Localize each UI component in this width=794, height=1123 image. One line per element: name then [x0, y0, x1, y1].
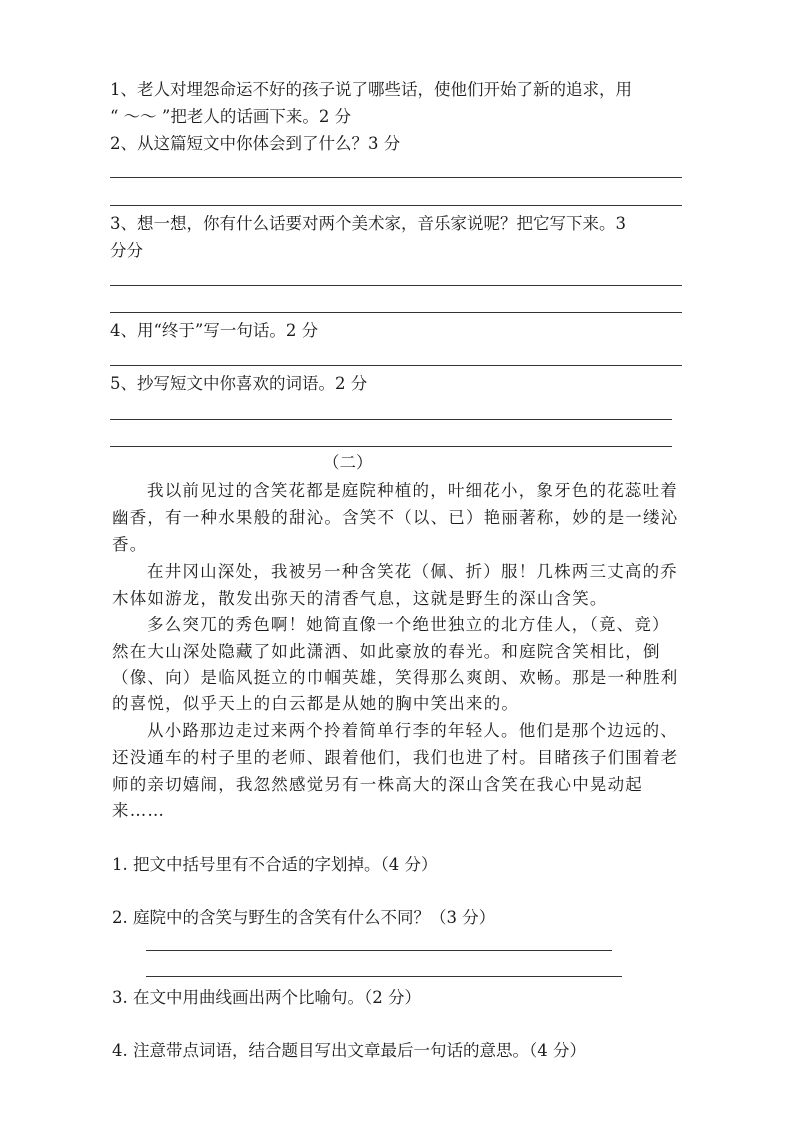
passage-line: 来……	[112, 801, 166, 820]
question-3-line-2: 分分	[110, 241, 143, 260]
passage-line: 还没通车的村子里的老师、跟着他们，我们也进了村。目睹孩子们围着老	[112, 748, 679, 767]
question-1-line-2: “ ～～ ”把老人的话画下来。2 分	[110, 107, 352, 126]
passage-line: 木体如游龙，散发出弥天的清香气息，这就是野生的深山含笑。	[112, 589, 608, 608]
passage-line: 香。	[112, 535, 148, 554]
answer-line[interactable]	[110, 419, 672, 420]
part2-question-4: 4. 注意带点词语，结合题目写出文章最后一句话的意思。（4 分）	[112, 1041, 586, 1060]
passage-line: 的喜悦，似乎天上的白云都是从她的胸中笑出来的。	[112, 694, 520, 713]
answer-line[interactable]	[110, 177, 682, 178]
passage-line: 多么突兀的秀色啊！她简直像一个绝世独立的北方佳人，（竟、竞）	[147, 615, 670, 634]
part2-question-2: 2. 庭院中的含笑与野生的含笑有什么不同？（3 分）	[112, 908, 496, 927]
passage-line: （像、向）是临风挺立的巾帼英雄，笑得那么爽朗、欢畅。那是一种胜利	[112, 668, 679, 687]
question-1-line-1: 1、老人对埋怨命运不好的孩子说了哪些话，使他们开始了新的追求，用	[110, 80, 632, 99]
section-heading: （二）	[323, 453, 373, 472]
question-5: 5、抄写短文中你喜欢的词语。2 分	[110, 374, 368, 393]
answer-line[interactable]	[110, 205, 682, 206]
passage-line: 然在大山深处隐藏了如此潇洒、如此豪放的春光。和庭院含笑相比，倒	[112, 642, 661, 661]
passage-line: 幽香，有一种水果般的甜沁。含笑不（以、已）艳丽著称，妙的是一缕沁	[112, 508, 679, 527]
answer-line[interactable]	[146, 976, 622, 977]
answer-line[interactable]	[110, 446, 672, 447]
answer-line[interactable]	[110, 365, 682, 366]
answer-line[interactable]	[110, 312, 682, 313]
question-2: 2、从这篇短文中你体会到了什么？3 分	[110, 134, 401, 153]
part2-question-3: 3. 在文中用曲线画出两个比喻句。（2 分）	[112, 988, 421, 1007]
passage-line: 在井冈山深处，我被另一种含笑花（佩、折）服！几株两三丈高的乔	[147, 562, 678, 581]
passage-line: 师的亲切嬉闹，我忽然感觉另有一株高大的深山含笑在我心中晃动起	[112, 775, 643, 794]
answer-line[interactable]	[110, 285, 682, 286]
passage-line: 从小路那边走过来两个拎着简单行李的年轻人。他们是那个边远的、	[147, 721, 678, 740]
question-4: 4、用“终于”写一句话。2 分	[110, 321, 319, 340]
answer-line[interactable]	[146, 950, 612, 951]
passage-line: 我以前见过的含笑花都是庭院种植的，叶细花小，象牙色的花蕊吐着	[147, 481, 678, 500]
part2-question-1: 1. 把文中括号里有不合适的字划掉。（4 分）	[112, 855, 438, 874]
question-3-line-1: 3、想一想，你有什么话要对两个美术家，音乐家说呢？把它写下来。3	[110, 214, 626, 233]
